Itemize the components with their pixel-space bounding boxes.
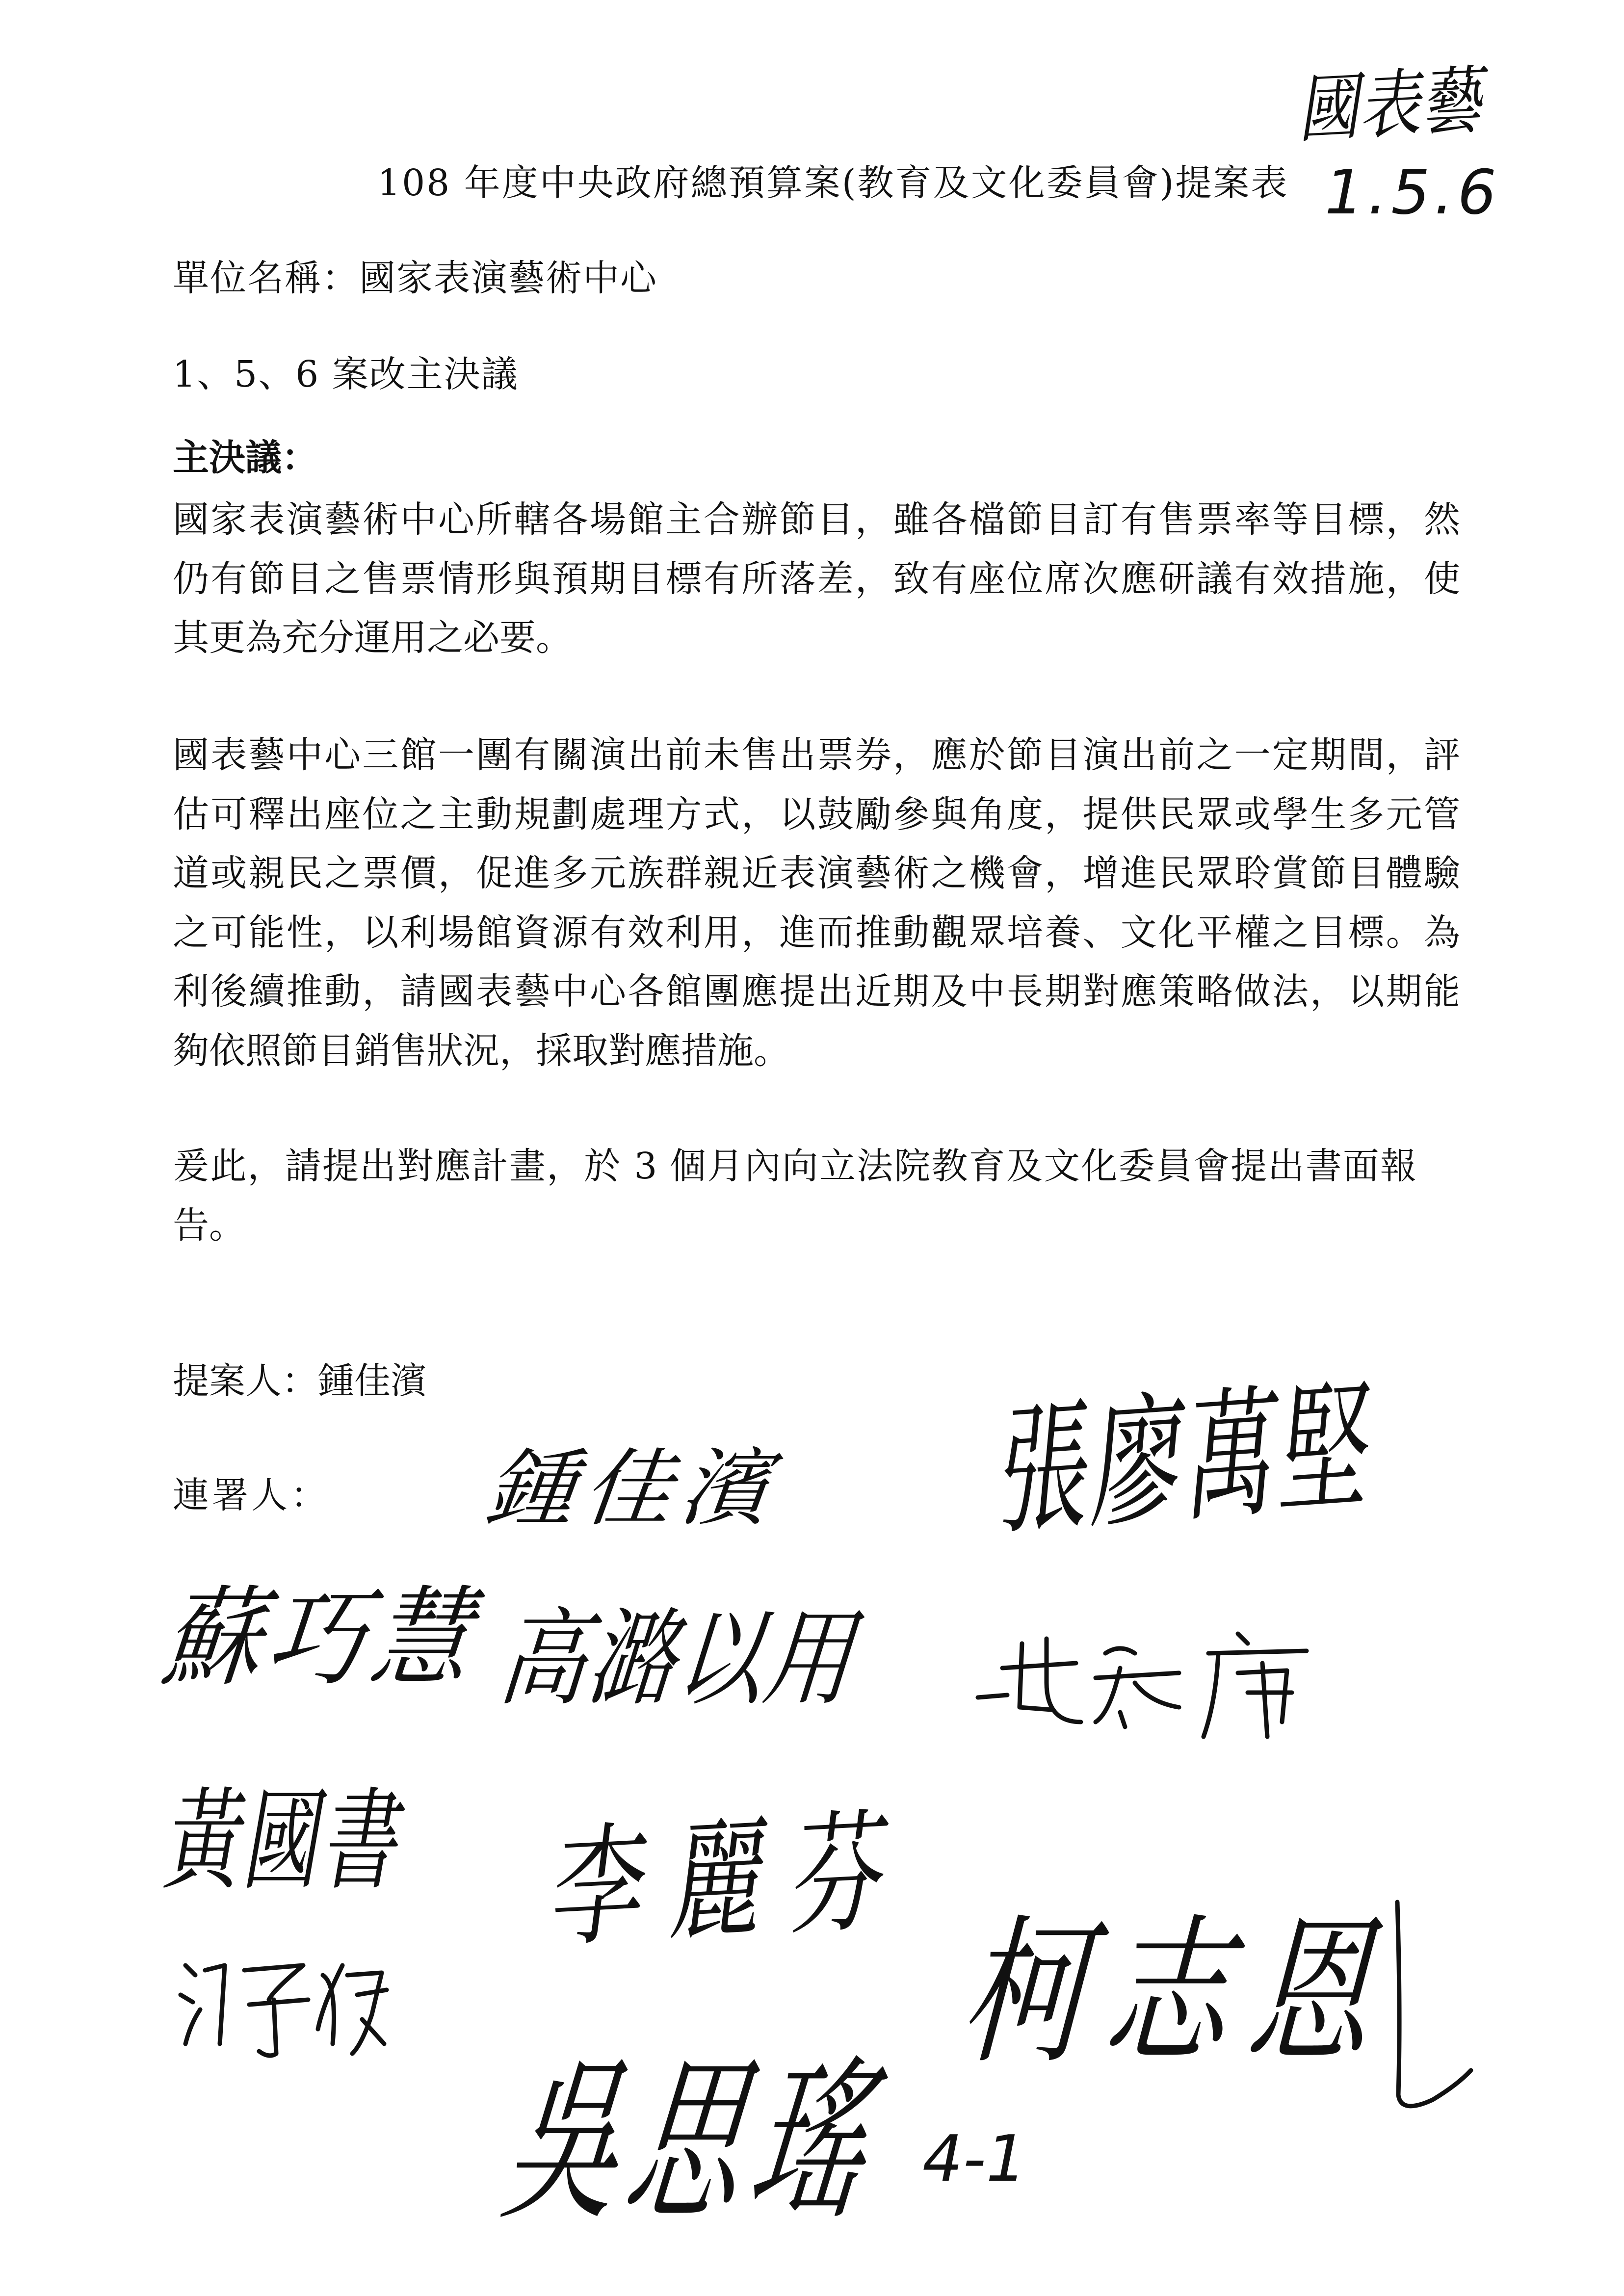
- handwritten-page-number: 4-1: [922, 2121, 1027, 2196]
- signature: 吳思瑤: [493, 2041, 891, 2244]
- resolution-heading: 主決議：: [173, 437, 318, 479]
- case-reference: 1、5、6 案改主決議: [173, 353, 519, 395]
- resolution-paragraph-3: [173, 1137, 1460, 1255]
- document-title: 108 年度中央政府總預算案(教育及文化委員會)提案表: [377, 162, 1289, 204]
- signature: 高潞以用: [493, 1598, 860, 1720]
- signature-scribble: [973, 1624, 1310, 1741]
- paragraph-line: 仍有節目之售票情形與預期目標有所落差，致有座位席次應研議有效措施，使: [173, 557, 1460, 600]
- signature: 柯志恩: [957, 1900, 1397, 2086]
- signature: 鍾佳濱: [481, 1440, 783, 1538]
- signature: 張廖萬堅: [987, 1364, 1372, 1555]
- paragraph-line: 道或親民之票價，促進多元族群親近表演藝術之機會，增進民眾聆賞節目體驗: [173, 852, 1460, 895]
- handwritten-agency-note: 國表藝: [1295, 58, 1483, 153]
- signature-scribble: [176, 1946, 388, 2063]
- signature: 蘇巧慧: [157, 1575, 482, 1701]
- paragraph-line: 之可能性，以利場館資源有效利用，進而推動觀眾培養、文化平權之目標。為: [173, 911, 1460, 954]
- paragraph-line: 其更為充分運用之必要。: [173, 617, 572, 659]
- paragraph-line: 國表藝中心三館一團有關演出前未售出票券，應於節目演出前之一定期間，評: [173, 734, 1460, 776]
- paragraph-line: 夠依照節目銷售狀況，採取對應措施。: [173, 1029, 790, 1072]
- signature: 黃國書: [162, 1776, 399, 1905]
- unit-name: 單位名稱：國家表演藝術中心: [173, 257, 657, 299]
- paragraph-line: 國家表演藝術中心所轄各場館主合辦節目，雖各檔節目訂有售票率等目標，然: [173, 498, 1460, 541]
- signature: 李麗芬: [541, 1795, 910, 1966]
- paragraph-line: 爰此，請提出對應計畫，於 3 個月內向立法院教育及文化委員會提出書面報: [173, 1145, 1416, 1187]
- paragraph-line: 告。: [173, 1204, 245, 1247]
- resolution-paragraph-1: [173, 490, 1460, 668]
- paragraph-line: 利後續推動，請國表藝中心各館團應提出近期及中長期對應策略做法，以期能: [173, 970, 1460, 1013]
- resolution-paragraph-2: [173, 726, 1460, 1081]
- proposer-line: 提案人：鍾佳濱: [173, 1360, 427, 1402]
- handwritten-case-numbers: 1.5.6: [1325, 157, 1501, 228]
- signature-flourish: [1388, 1889, 1487, 2124]
- cosigners-label: 連署人：: [173, 1474, 330, 1516]
- paragraph-line: 估可釋出座位之主動規劃處理方式，以鼓勵參與角度，提供民眾或學生多元管: [173, 793, 1460, 835]
